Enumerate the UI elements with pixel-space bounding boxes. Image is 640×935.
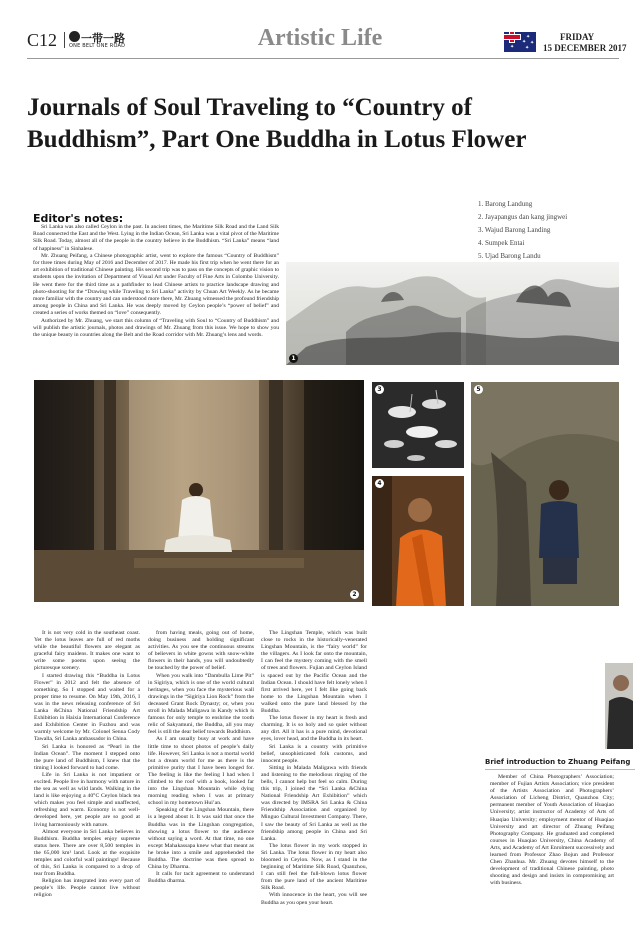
editors-notes-paragraph: Authorized by Mr. Zhuang, we start this column of “Traveling with Soul to “Country of Buddhism” and will publish the artistic journals, photos and drawings of Mr. Zhuang from this issue. We hope to show you the unique beauty in countries along the Belt and the Road corridor with Mr. Zhuang’s lens and words. — [33, 317, 279, 339]
article-paragraph: Sitting in Malada Maligawa with friends and listening to the melodious ringing of the bells, I cannot help but feel so calm. During this trip, I joined the “Sri Lanka &China National Friendship Art Exhibition” which was directed by IMSRA Sri Lanka & China Friendship Association and organized by Minguo Cultural Investment Company. There, I saw the beauty of Sri Lanka as well as the friendship among people in China and Sri Lanka. — [261, 764, 367, 842]
article-paragraph: Almost everyone in Sri Lanka believes in Buddhism. Buddha temples enjoy supreme status here. There are over 8,500 temples in the 65,000 km² land. Look at the exquisite temples and colorful wall paintings! Because of this, Sri Lanka is compared to a drop of tear from Buddha. — [34, 828, 140, 878]
editors-notes-heading: Editor's notes: — [33, 212, 124, 225]
author-intro-text: Member of China Photographers’ Association; member of Fujian Artists Association; vice president of the Artists Association and Photographers’ Association of Licheng District, Quanzhou City; permanent member of Youth Association of Huaqiao University; artist instructor of Academy of Arts of Huaqiao University; employment mentor of Huaqiao University and art director of Zhuang Peifang Photography Company. He graduated and completed courses in Huaqiao University, China Academy of Arts, and Academy of Art Enrolment successively and learned from Professor Zhao Bojun and Professor Chen Zhanhua. Mr. Zhuang devotes himself to the development of traditional Chinese painting, photo shooting and design and insists in compromising art with business. — [490, 774, 614, 887]
article-paragraph: As I am usually busy at work and have little time to shoot photos of people’s daily life. However, Sri Lanka is not a mortal world but a dream world for me as there is the primitive purity that I have been longed for. The feeling is like the feeling I had when I climbed to the roof with a book, looked far into the Lingshan Mountain while dying morning reading when I was at primary school in my hometown Hui’an. — [148, 736, 254, 807]
issue-day: FRIDAY — [560, 32, 595, 42]
young-monk-orange-robe — [372, 476, 464, 606]
logo-english-text: ONE BELT ONE ROAD — [69, 43, 126, 49]
caption-item: 4. Sumpek Entai — [478, 239, 525, 247]
article-paragraph: from having meals, going out of home, doing business and holding significant activities. As you see the continuous streams of believers in white gowns with snow-white flowers in their hands, you will undoubtedly be touched by the power of belief. — [148, 630, 254, 672]
caption-item: 1. Barong Landung — [478, 200, 533, 208]
article-paragraph: With innocence in the heart, you will see Buddha as you open your heart. — [261, 892, 367, 906]
logo-chinese-text: 一带一路 — [81, 32, 125, 45]
photo-number-badge: 2 — [350, 590, 359, 599]
article-column-2 — [148, 630, 254, 885]
article-paragraph: The Lingshan Temple, which was built close to rocks in the historically-venerated Lingshan Mountain, is the “fairy world” for the villagers. As I look far onto the mountain, I can feel the mystery coming with the smell of trees and flowers. Fujian and Ceylon Island is spaced out by the Pacific Ocean and the Indian Ocean. I should have felt lonely when I first arrived here, yet I felt like going back home to the Lingshan Mountain when I walked onto the pure land blessed by the Buddha. — [261, 630, 367, 715]
man-with-elephant — [471, 382, 619, 606]
caption-item: 5. Ujad Barong Landu — [478, 252, 541, 260]
article-paragraph: The lotus flower in my heart is fresh and charming. It is so holy and so quiet without any dirt. All it has is a pure mind, devotional eyes, lover head, and the Buddha in its heart. — [261, 715, 367, 743]
article-paragraph: Sri Lanka is a country with primitive belief, unsophisticated folk customs, and innocent people. — [261, 743, 367, 764]
man-meditating-in-temple — [34, 380, 364, 602]
photo-number-badge: 1 — [289, 354, 298, 363]
photo-number-badge: 4 — [375, 479, 384, 488]
article-paragraph: Religion has integrated into every part of people’s life. People cannot live without religion — [34, 878, 140, 899]
photo-number-badge: 3 — [375, 385, 384, 394]
article-column-1 — [34, 630, 140, 900]
page-header — [0, 0, 640, 62]
article-paragraph: When you walk into “Dambulla Lime Pit” in Sigiriya, which is one of the world cultural heritages, when you face the mysterious wall drawings in the “Sigiriya Lion Rock” from the deceased Grant Rock Dynasty; or, when you stroll in Malada Maligawa in Kandy which is famous for only temple to enshrine the tooth relic of Sakyamuni, the Buddha, all you may feel is still the dear belief towards Buddhism. — [148, 672, 254, 736]
article-paragraph: It calls for tacit agreement to understand Buddha dharma. — [148, 871, 254, 885]
issue-date: 15 DECEMBER 2017 — [543, 43, 627, 53]
australia-flag-icon: ✦ ✦ ✦ ✦ ✦ — [504, 32, 536, 52]
article-title: Journals of Soul Traveling to “Country of Buddhism”, Part One Buddha in Lotus Flower — [27, 94, 527, 153]
lotus-pond-drawing — [372, 382, 464, 468]
caption-item: 2. Jayapangus dan kang jingwei — [478, 213, 568, 221]
editors-notes-paragraph: Sri Lanka was also called Ceylon in the past. In ancient times, the Maritime Silk Road and the Land Silk Road connected the East and the West. Lying in the Indian Ocean, Sri Lanka was a vital pivot of the Maritime Silk Road. Today, almost all of the people in the country believe in the Buddhism. “Sri Lanka” means “land of happiness” in Sinhalese. — [33, 224, 279, 252]
article-paragraph: The lotus flower in my work stopped in Sri Lanka. The lotus flower in my heart also bloomed in Ceylon. Now, as I stand in the beginning of Maritime Silk Road, Quanzhou, I can still feel the full-blown lotus flower from the pure land of the ancient Maritime Silk Road. — [261, 842, 367, 892]
article-paragraph: It is not very cold in the southeast coast. Yet the lotus leaves are full of red moths while the beautiful flowers are elegant as graceful fairy maidens. It makes one want to write some poems upon seeing the picturesque scenery. — [34, 630, 140, 672]
article-paragraph: Sri Lanka is honored as “Pearl in the Indian Ocean”. The moment I stepped onto the pure land of Buddhism, I knew that the timing I looked forward to had come. — [34, 743, 140, 771]
photo-captions — [478, 198, 628, 263]
article-paragraph: Life in Sri Lanka is not impatient or excited. People live in harmony with nature in the sea as well as wild lands. Walking in the land is like enjoying a 40°C Ceylon black tea which makes you feel simple and unaffected, refreshing and warm. Economy is not well-developed here, yet people are so good at living harmoniously with nature. — [34, 771, 140, 828]
page-number: C12 — [27, 30, 58, 50]
article-paragraph: Speaking of the Lingshan Mountain, there is a legend about it. It was said that once the Buddha was in the Lingshan congregation, showing a lotus flower to the audience without saying a word. At that time, no one except Mahakassapa knew what that meant as he broke into a smile and apprehended the Buddha. The doctrine was then spread to China by Dharma. — [148, 807, 254, 871]
section-title: Artistic Life — [257, 25, 383, 51]
photo-number-badge: 5 — [474, 385, 483, 394]
header-rule — [27, 58, 619, 59]
caption-item: 3. Wajud Barong Landing — [478, 226, 551, 234]
article-column-3 — [261, 630, 367, 907]
editors-notes — [33, 224, 279, 339]
editors-notes-paragraph: Mr. Zhuang Peifang, a Chinese photographic artist, went to explore the famous “Country of Buddhism” for three times during May of 2016 and December of 2017. He made his first trip when he went there for an art exhibition of traditional Chinese painting. His second trip was to pass on the concepts of graphic vision to students upon the invitation of Department of Visual Art under Faculty of Fine Arts in Colombo University. He went there for the third time as a pathfinder to lead Chinese artists to practice landscape drawing and photo-shooting for the “Drawing while Traveling to Sri Lanka” activity by Chuan Art Weekly. As he became more familiar with the country and can understood more there, Mr. Zhuang witnessed the profound friendship among people in China and Sri Lanka. He was deeply moved by Ceylon people’s “power of belief” and created a series of works themed on “love” consequently. — [33, 252, 279, 317]
author-portrait — [605, 663, 633, 749]
article-paragraph: I started drawing this “Buddha in Lotus Flower” in 2012 and felt the absence of something. So I stopped and waited for a proper time to resume. On May 19th, 2016, I was in the news releasing conference of Sri Lanka &China National Friendship Art Exhibition in Haixia International Conference and Exhibition Center in Fuzhou and was warmly welcome by Mr. Colonel Senna Cody Tawalla, Sri Lanka ambassador in China. — [34, 672, 140, 743]
author-intro-heading: Brief introduction to Zhuang Peifang — [485, 758, 635, 770]
ink-landscape-painting — [286, 262, 619, 365]
